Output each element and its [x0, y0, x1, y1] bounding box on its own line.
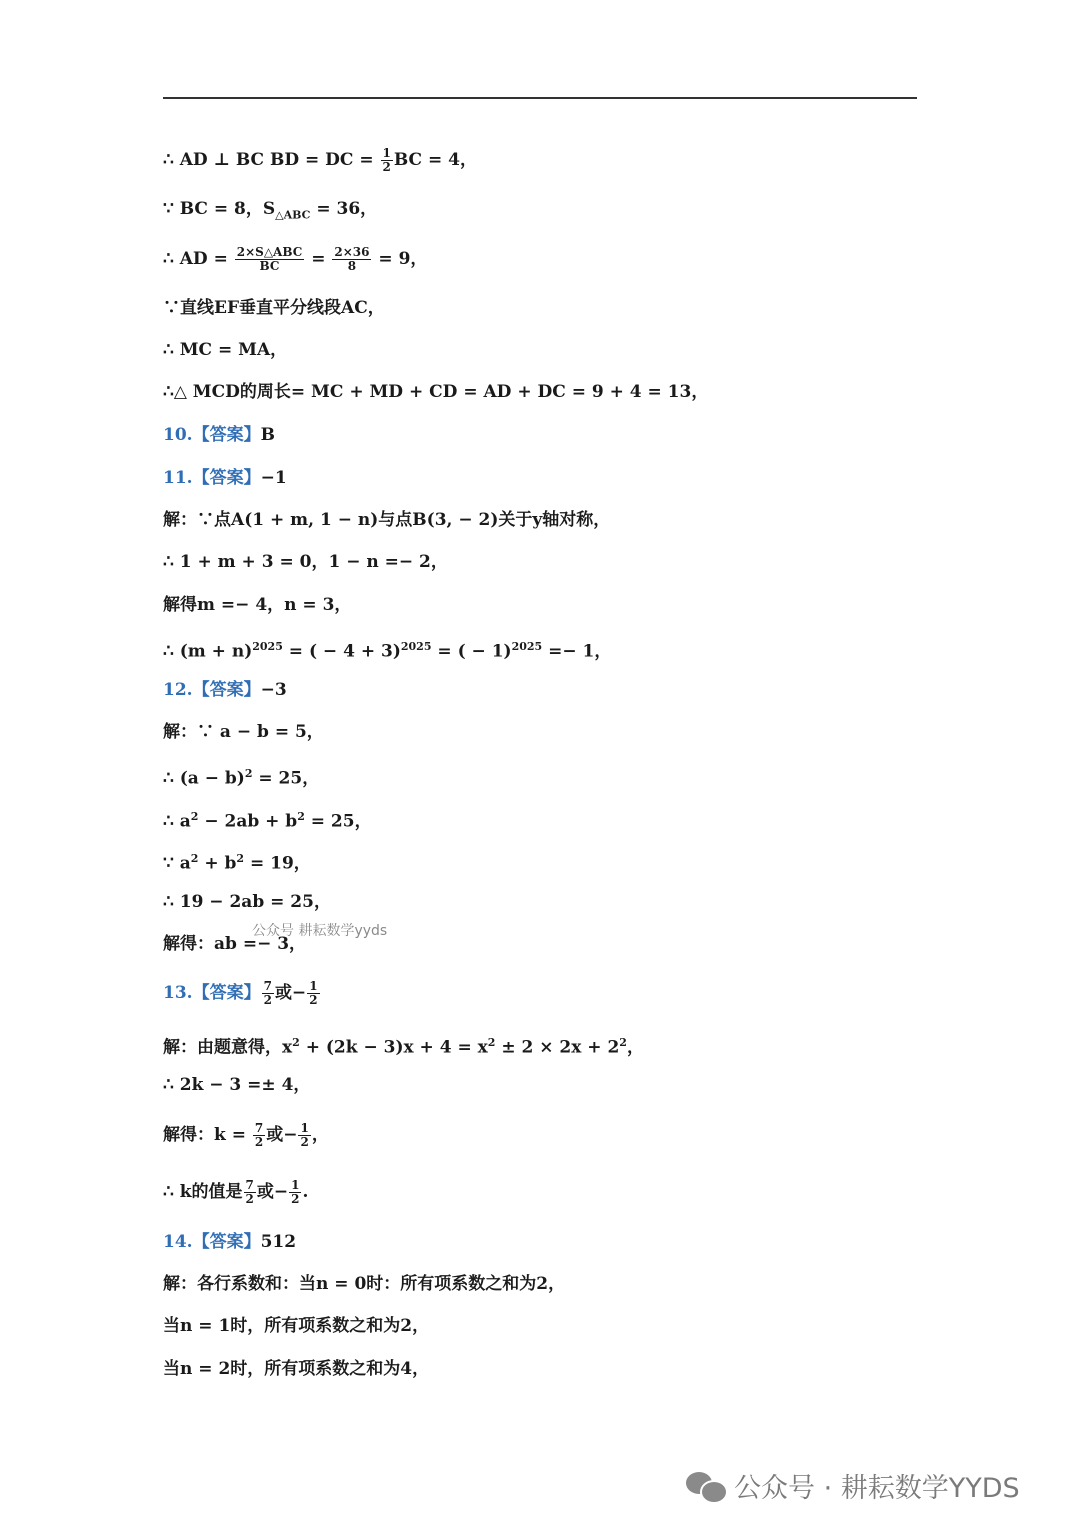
watermark-bottom: 公众号 · 耕耘数学YYDS — [686, 1466, 1020, 1505]
fraction: $\frac{2\times 36}{8}$ — [334, 245, 370, 273]
answer-13: 13.【答案】 $\frac{7}{2}$ 或− $\frac{1}{2}$ — [163, 979, 318, 1007]
line-perimeter: ∴△ MCD的周长= MC + MD + CD = AD + DC = 9 + 4 = 13， — [163, 382, 709, 402]
fraction: $\frac{\text{2×S△ABC}}{BC}$ — [236, 245, 303, 273]
line-perfect-square: 解：由题意得，$x^2 + (2k - 3)x + 4 = x^2 \pm 2 \times 2x + 2^2$， — [163, 1036, 644, 1058]
line-row-sums: 解：各行系数和：当n = 0时：所有项系数之和为2， — [163, 1274, 566, 1294]
fraction: $\frac{7}{2}$ — [245, 1178, 254, 1206]
fraction: $\frac{1}{2}$ — [382, 146, 391, 174]
line-ad-value: ∴ AD = $\frac{\text{2×S△ABC}}{BC}$ = $\frac{2\times 36}{8}$ = 9， — [163, 245, 428, 273]
line-19-2ab: ∴ 19 − 2ab = 25， — [163, 892, 331, 912]
answer-11: 11.【答案】−1 — [163, 468, 287, 488]
fraction: $\frac{1}{2}$ — [291, 1178, 300, 1206]
line-n1: 当n = 1时，所有项系数之和为2， — [163, 1316, 430, 1336]
answer-12: 12.【答案】−3 — [163, 680, 287, 700]
line-power: ∴ $(m + n)^{2025}$ = ( − 4 + 3)$^{2025}$ = ( − 1)$^{2025}$ =− 1， — [163, 640, 612, 662]
line-mc-ma: ∴ MC = MA， — [163, 340, 288, 360]
line-square: ∴ $(a - b)^2 = 25$， — [163, 767, 320, 789]
watermark-mid: 公众号 耕耘数学yyds — [252, 923, 388, 939]
answer-14: 14.【答案】512 — [163, 1232, 297, 1252]
wechat-icon — [686, 1470, 726, 1502]
line-solve-k: 解得：k = $\frac{7}{2}$ 或− $\frac{1}{2}$ ， — [163, 1121, 329, 1149]
line-ef-bisector: ∵直线EF垂直平分线段AC， — [163, 298, 385, 318]
line-ad-perp-bc: ∴ AD ⊥ BC BD = DC = $\frac{1}{2}$ BC = 4， — [163, 146, 477, 174]
fraction: $\frac{1}{2}$ — [309, 979, 318, 1007]
line-n2: 当n = 2时，所有项系数之和为4， — [163, 1359, 430, 1379]
line-k-value: ∴ k的值是 $\frac{7}{2}$ 或− $\frac{1}{2}$ . — [163, 1178, 309, 1206]
line-solve-mn: 解得m =− 4，n = 3， — [163, 595, 352, 615]
line-equations: ∴ 1 + m + 3 = 0，1 − n =− 2， — [163, 552, 448, 572]
fraction: $\frac{7}{2}$ — [254, 1121, 264, 1149]
fraction: $\frac{7}{2}$ — [263, 979, 272, 1007]
line-bc-area: ∵ BC = 8，$S_{\triangle ABC} = 36$， — [163, 199, 378, 222]
line-symmetry: 解：∵点A(1 + m, 1 − n)与点B(3, − 2)关于y轴对称， — [163, 510, 611, 530]
answer-10: 10.【答案】B — [163, 425, 275, 445]
line-ab: 解得：ab =− 3， — [163, 934, 307, 954]
fraction: $\frac{1}{2}$ — [300, 1121, 309, 1149]
line-sum-squares: ∵ $a^2 + b^2 = 19$， — [163, 852, 311, 874]
line-expand: ∴ $a^2 - 2ab + b^2 = 25$， — [163, 810, 372, 832]
line-a-minus-b: 解：∵ a − b = 5， — [163, 722, 324, 742]
top-rule — [163, 97, 917, 99]
line-2k-3: ∴ 2k − 3 =± 4， — [163, 1075, 311, 1095]
